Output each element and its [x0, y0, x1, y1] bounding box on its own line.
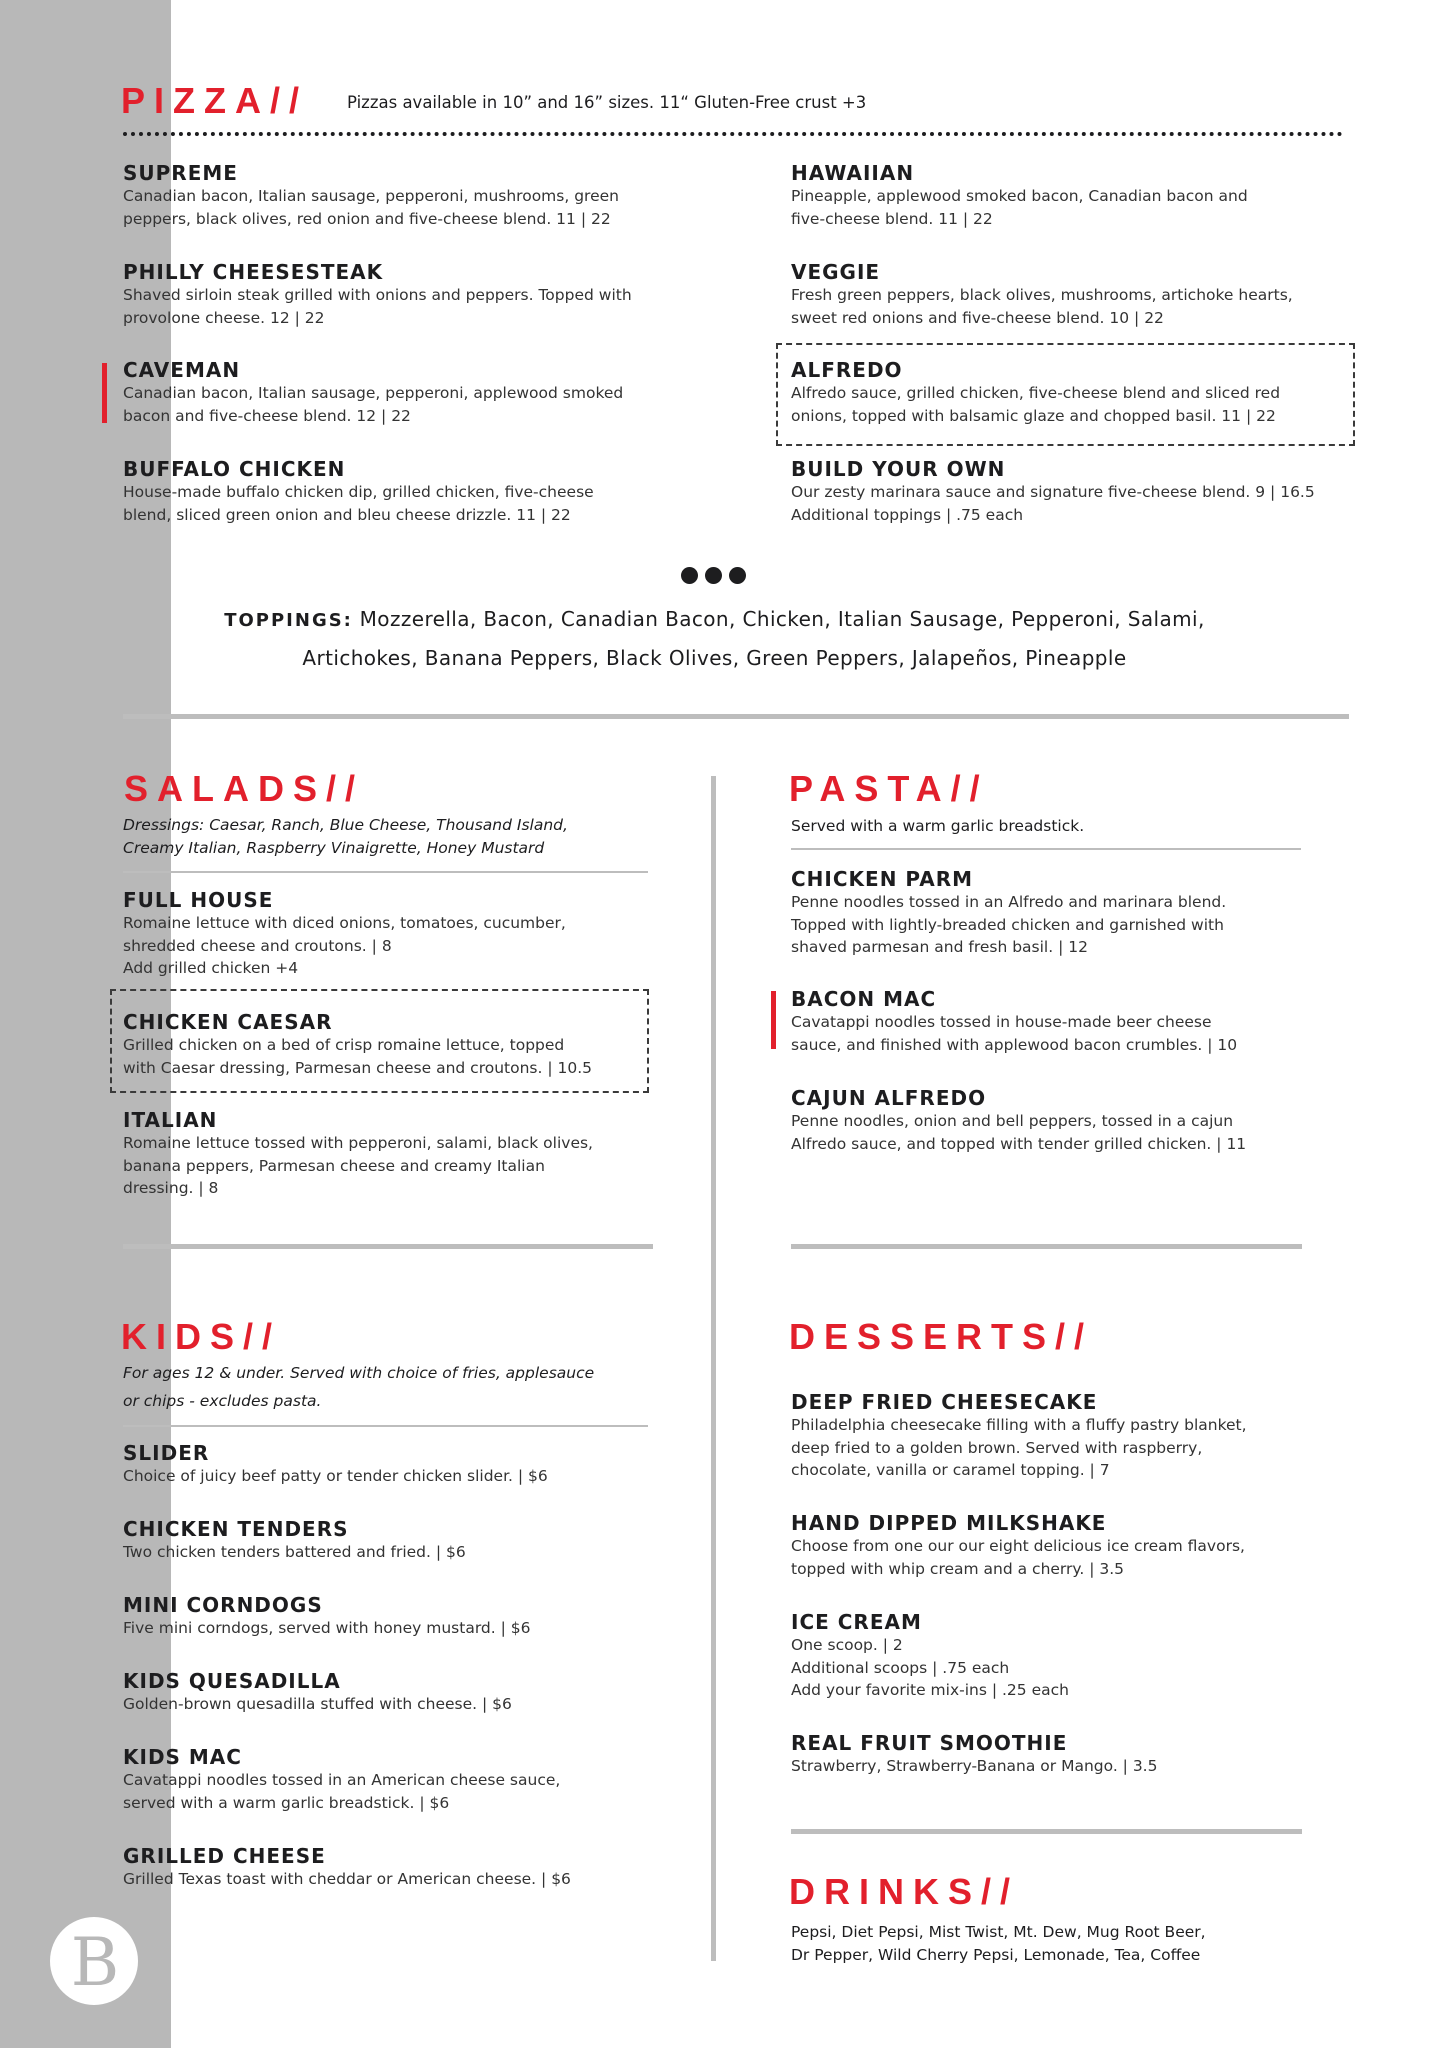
menu-item-alfredo [791, 358, 1280, 427]
ornament-dot [729, 567, 746, 584]
thin-rule [791, 848, 1301, 850]
ornament-dot [681, 567, 698, 584]
featured-marker [771, 991, 776, 1049]
item-name: REAL FRUIT SMOOTHIE [791, 1731, 1068, 1755]
item-description: bacon and five-cheese blend. 12 | 22 [123, 406, 411, 425]
menu-item-chicken-parm [791, 867, 1226, 959]
item-description: peppers, black olives, red onion and five-cheese blend. 11 | 22 [123, 209, 611, 228]
item-name: BUFFALO CHICKEN [123, 457, 346, 481]
item-description: Romaine lettuce with diced onions, tomatoes, cucumber, [123, 914, 566, 932]
item-name: SUPREME [123, 161, 238, 185]
pasta-note: Served with a warm garlic breadstick. [791, 817, 1085, 835]
item-description: Pineapple, applewood smoked bacon, Canadian bacon and [791, 187, 1248, 205]
item-name: HAWAIIAN [791, 161, 915, 185]
pizza-dotted-divider [123, 132, 1343, 136]
toppings-line-2: Artichokes, Banana Peppers, Black Olives, Green Peppers, Jalapeños, Pineapple [302, 646, 1127, 670]
item-description: five-cheese blend. 11 | 22 [791, 209, 993, 228]
kids-note: or chips - excludes pasta. [123, 1392, 322, 1410]
item-description: served with a warm garlic breadstick. | $6 [123, 1793, 450, 1812]
salads-dressings-note: Creamy Italian, Raspberry Vinaigrette, Honey Mustard [123, 839, 545, 857]
menu-item-grilled-cheese [123, 1844, 571, 1891]
item-description: Romaine lettuce tossed with pepperoni, salami, black olives, [123, 1134, 593, 1152]
item-description: blend, sliced green onion and bleu cheese drizzle. 11 | 22 [123, 505, 571, 524]
item-name: CAJUN ALFREDO [791, 1086, 987, 1110]
menu-item-caveman [123, 358, 623, 427]
item-description: provolone cheese. 12 | 22 [123, 308, 325, 327]
menu-item-slider [123, 1441, 548, 1488]
item-description: Canadian bacon, Italian sausage, pepperoni, mushrooms, green [123, 187, 619, 205]
menu-item-chicken-caesar [123, 1010, 592, 1079]
menu-item-veggie [791, 260, 1293, 329]
menu-item-deep-fried-cheesecake [791, 1390, 1247, 1482]
salads-title: SALADS// [124, 768, 365, 809]
column-divider [711, 776, 716, 1961]
item-name: MINI CORNDOGS [123, 1593, 323, 1617]
item-name: CAVEMAN [123, 358, 241, 382]
menu-item-ice-cream [791, 1610, 1069, 1702]
item-description: sauce, and finished with applewood bacon crumbles. | 10 [791, 1035, 1238, 1054]
item-description: One scoop. | 2 [791, 1636, 903, 1654]
item-description: Penne noodles tossed in an Alfredo and marinara blend. [791, 893, 1227, 911]
item-description: Strawberry, Strawberry-Banana or Mango. | 3.5 [791, 1757, 1158, 1775]
item-name: BACON MAC [791, 987, 937, 1011]
item-description: Shaved sirloin steak grilled with onions and peppers. Topped with [123, 286, 632, 304]
item-description: dressing. | 8 [123, 1179, 219, 1197]
item-description: Canadian bacon, Italian sausage, pepperoni, applewood smoked [123, 384, 624, 402]
item-description: Topped with lightly-breaded chicken and garnished with [791, 915, 1224, 934]
item-name: CHICKEN PARM [791, 867, 973, 891]
item-description: Choose from one our our eight delicious ice cream flavors, [791, 1537, 1245, 1555]
salads-dressings-note: Dressings: Caesar, Ranch, Blue Cheese, Thousand Island, [123, 816, 568, 834]
drinks-list: Pepsi, Diet Pepsi, Mist Twist, Mt. Dew, Mug Root Beer, [791, 1923, 1206, 1941]
menu-item-chicken-tenders [123, 1517, 466, 1564]
item-description: topped with whip cream and a cherry. | 3.5 [791, 1559, 1125, 1578]
kids-title: KIDS// [121, 1316, 282, 1357]
section-divider [791, 1244, 1302, 1249]
ornament-dot [705, 567, 722, 584]
item-description: Five mini corndogs, served with honey mustard. | $6 [123, 1619, 531, 1637]
item-description: Golden-brown quesadilla stuffed with cheese. | $6 [123, 1695, 512, 1713]
restaurant-logo [48, 1915, 140, 2007]
thin-rule [123, 871, 648, 873]
item-name: DEEP FRIED CHEESECAKE [791, 1390, 1098, 1414]
drinks-list: Dr Pepper, Wild Cherry Pepsi, Lemonade, Tea, Coffee [791, 1946, 1201, 1964]
item-description: Alfredo sauce, and topped with tender grilled chicken. | 11 [791, 1134, 1247, 1153]
item-description: Fresh green peppers, black olives, mushrooms, artichoke hearts, [791, 286, 1293, 304]
item-description: banana peppers, Parmesan cheese and creamy Italian [123, 1156, 545, 1175]
item-name: KIDS MAC [123, 1745, 242, 1769]
menu-item-full-house [123, 888, 566, 980]
toppings-label: TOPPINGS: [224, 610, 353, 631]
item-name: CHICKEN CAESAR [123, 1010, 333, 1034]
pizza-title: PIZZA// [121, 80, 308, 121]
menu-item-italian [123, 1108, 593, 1200]
item-description: shredded cheese and croutons. | 8 [123, 936, 392, 955]
item-description: Our zesty marinara sauce and signature five-cheese blend. 9 | 16.5 [791, 483, 1315, 501]
item-description: Grilled Texas toast with cheddar or American cheese. | $6 [123, 1870, 571, 1888]
item-description: Additional scoops | .75 each [791, 1658, 1010, 1677]
item-name: ICE CREAM [791, 1610, 922, 1634]
item-description: Alfredo sauce, grilled chicken, five-cheese blend and sliced red [791, 384, 1281, 402]
item-description: Additional toppings | .75 each [791, 505, 1024, 524]
logo-letter: B [70, 1924, 120, 2001]
item-name: HAND DIPPED MILKSHAKE [791, 1511, 1107, 1535]
item-name: SLIDER [123, 1441, 210, 1465]
item-name: BUILD YOUR OWN [791, 457, 1006, 481]
drinks-title: DRINKS// [789, 1871, 1020, 1912]
item-description: Penne noodles, onion and bell peppers, tossed in a cajun [791, 1112, 1234, 1130]
menu-item-buffalo-chicken [123, 457, 594, 526]
menu-item-kids-mac [123, 1745, 560, 1814]
menu-item-hand-dipped-milkshake [791, 1511, 1245, 1580]
menu-item-bacon-mac [791, 987, 1237, 1056]
item-description: Philadelphia cheesecake filling with a fluffy pastry blanket, [791, 1416, 1247, 1434]
item-description: with Caesar dressing, Parmesan cheese and croutons. | 10.5 [123, 1058, 593, 1077]
item-name: VEGGIE [791, 260, 881, 284]
featured-marker [102, 363, 107, 423]
desserts-title: DESSERTS// [789, 1316, 1094, 1357]
menu-item-build-your-own [791, 457, 1315, 526]
item-name: FULL HOUSE [123, 888, 274, 912]
item-description: Cavatappi noodles tossed in house-made beer cheese [791, 1013, 1212, 1031]
item-description: chocolate, vanilla or caramel topping. | 7 [791, 1461, 1110, 1479]
thin-rule [123, 1425, 648, 1427]
kids-note: For ages 12 & under. Served with choice of fries, applesauce [123, 1364, 595, 1382]
item-description: sweet red onions and five-cheese blend. 10 | 22 [791, 308, 1164, 327]
item-description: Add your favorite mix-ins | .25 each [791, 1681, 1069, 1699]
menu-item-cajun-alfredo [791, 1086, 1246, 1155]
item-description: onions, topped with balsamic glaze and chopped basil. 11 | 22 [791, 406, 1276, 425]
section-divider [123, 1244, 653, 1249]
item-name: GRILLED CHEESE [123, 1844, 326, 1868]
item-name: PHILLY CHEESESTEAK [123, 260, 384, 284]
toppings-line-1 [0, 607, 1429, 631]
item-name: ITALIAN [123, 1108, 218, 1132]
menu-item-philly-cheesesteak [123, 260, 632, 329]
menu-item-supreme [123, 161, 619, 230]
item-description: shaved parmesan and fresh basil. | 12 [791, 938, 1088, 956]
item-description: Add grilled chicken +4 [123, 959, 299, 977]
item-description: House-made buffalo chicken dip, grilled chicken, five-cheese [123, 483, 594, 501]
item-description: Two chicken tenders battered and fried. | $6 [123, 1543, 466, 1561]
section-divider [791, 1829, 1302, 1834]
item-name: ALFREDO [791, 358, 903, 382]
menu-item-mini-corndogs [123, 1593, 531, 1640]
item-name: KIDS QUESADILLA [123, 1669, 341, 1693]
toppings-list: Mozzerella, Bacon, Canadian Bacon, Chicken, Italian Sausage, Pepperoni, Salami, [359, 607, 1205, 631]
section-divider [123, 714, 1349, 719]
item-name: CHICKEN TENDERS [123, 1517, 349, 1541]
item-description: Choice of juicy beef patty or tender chicken slider. | $6 [123, 1467, 548, 1485]
item-description: Cavatappi noodles tossed in an American cheese sauce, [123, 1771, 561, 1789]
menu-item-real-fruit-smoothie [791, 1731, 1157, 1778]
pizza-subtitle: Pizzas available in 10” and 16” sizes. 11“ Gluten-Free crust +3 [347, 93, 867, 112]
menu-item-hawaiian [791, 161, 1248, 230]
menu-item-kids-quesadilla [123, 1669, 512, 1716]
item-description: Grilled chicken on a bed of crisp romaine lettuce, topped [123, 1036, 565, 1054]
pasta-title: PASTA// [789, 768, 989, 809]
item-description: deep fried to a golden brown. Served with raspberry, [791, 1438, 1203, 1457]
